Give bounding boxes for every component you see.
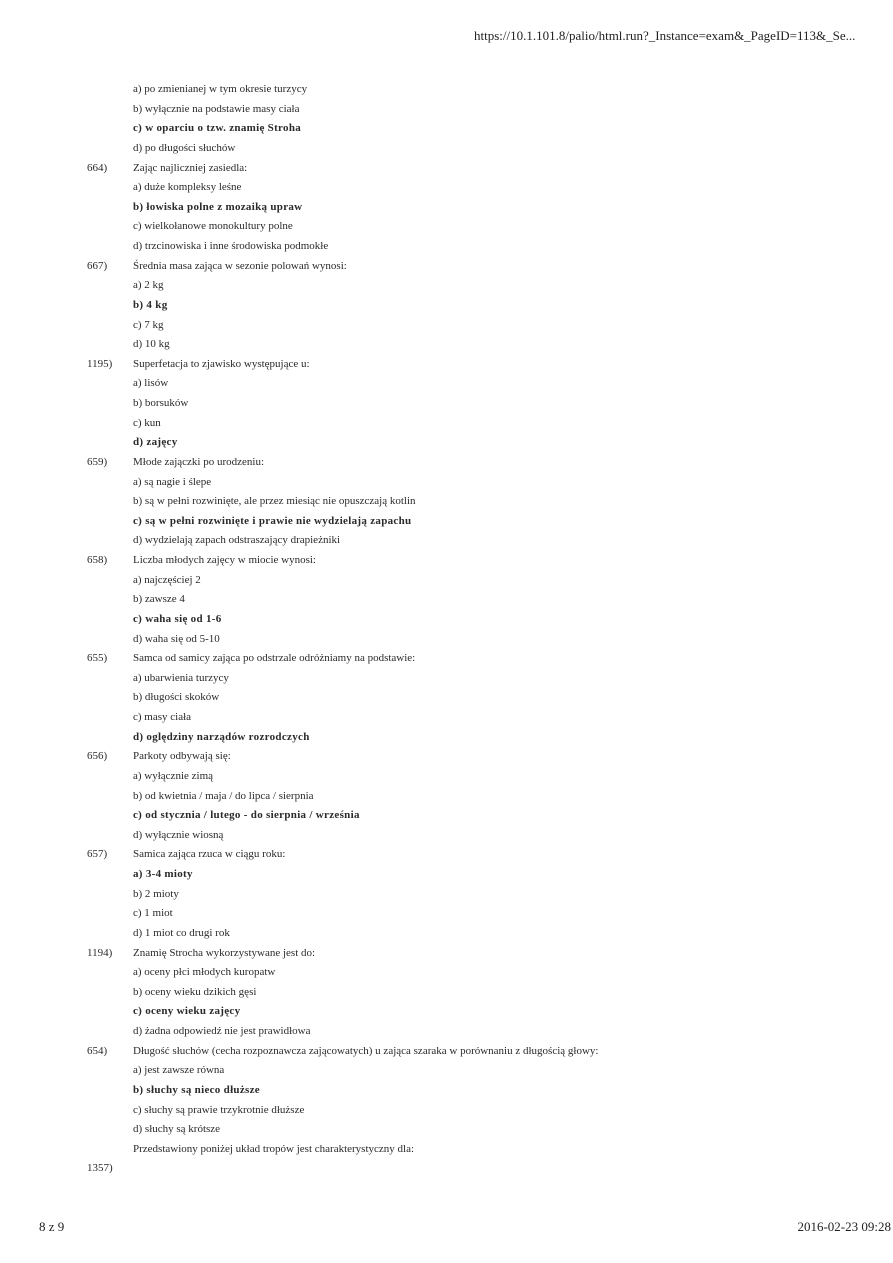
answer-option <box>0 885 893 905</box>
answer-text: d) 10 kg <box>133 338 170 351</box>
answer-option <box>0 178 893 198</box>
question-number: 658) <box>87 554 108 566</box>
answer-option <box>0 630 893 650</box>
answer-text: d) po długości słuchów <box>133 141 236 154</box>
answer-option <box>0 316 893 336</box>
answer-option <box>0 590 893 610</box>
answer-option <box>0 473 893 493</box>
question-text: Superfetacja to zjawisko występujące u: <box>133 357 310 370</box>
question-header <box>0 1140 893 1160</box>
answer-text: b) oceny wieku dzikich gęsi <box>133 985 257 998</box>
question-header <box>0 747 893 767</box>
answer-option <box>0 414 893 434</box>
answer-option-correct <box>0 433 893 453</box>
question-header <box>0 257 893 277</box>
answer-text: d) słuchy są krótsze <box>133 1123 221 1136</box>
answer-option <box>0 669 893 689</box>
answer-option <box>0 904 893 924</box>
question-number: 664) <box>87 161 108 174</box>
answer-text: c) wielkołanowe monokultury polne <box>133 220 293 233</box>
answer-text: c) od stycznia / lutego - do sierpnia / września <box>133 809 360 822</box>
question-number-row <box>0 1159 893 1179</box>
answer-option <box>0 394 893 414</box>
answer-text: d) oględziny narządów rozrodczych <box>133 730 310 743</box>
question-number: 657) <box>87 848 108 861</box>
answer-text: b) od kwietnia / maja / do lipca / sierpnia <box>133 789 314 802</box>
answer-text: c) 1 miot <box>133 907 173 920</box>
answer-option <box>0 276 893 296</box>
answer-option <box>0 924 893 944</box>
question-number: 667) <box>87 259 108 272</box>
answer-text: b) wyłącznie na podstawie masy ciała <box>133 102 300 115</box>
answer-option-correct <box>0 865 893 885</box>
answer-text: a) po zmienianej w tym okresie turzycy <box>133 83 308 95</box>
answer-option-correct <box>0 806 893 826</box>
answer-text: a) jest zawsze równa <box>133 1064 225 1077</box>
answer-text: b) borsuków <box>133 397 189 409</box>
answer-text: d) trzcinowiska i inne środowiska podmokłe <box>133 240 329 252</box>
answer-option <box>0 983 893 1003</box>
answer-option <box>0 374 893 394</box>
question-text: Młode zajączki po urodzeniu: <box>133 455 265 468</box>
question-header <box>0 355 893 375</box>
answer-text: b) słuchy są nieco dłuższe <box>133 1083 260 1096</box>
answer-option <box>0 80 893 100</box>
answer-text: b) łowiska polne z mozaiką upraw <box>133 200 303 213</box>
answer-option-correct <box>0 610 893 630</box>
answer-option <box>0 767 893 787</box>
answer-text: d) waha się od 5-10 <box>133 632 220 645</box>
answer-option <box>0 1061 893 1081</box>
answer-option <box>0 1120 893 1140</box>
answer-text: a) ubarwienia turzycy <box>133 671 229 684</box>
answer-option-correct <box>0 198 893 218</box>
answer-option <box>0 826 893 846</box>
answer-text: c) w oparciu o tzw. znamię Stroha <box>133 122 302 135</box>
question-number: 656) <box>87 750 108 763</box>
question-number: 1357) <box>87 1162 113 1175</box>
answer-text: b) 2 mioty <box>133 887 179 900</box>
question-text: Znamię Strocha wykorzystywane jest do: <box>133 946 316 959</box>
answer-text: c) słuchy są prawie trzykrotnie dłuższe <box>133 1103 305 1116</box>
question-header <box>0 1042 893 1062</box>
answer-text: c) 7 kg <box>133 318 164 331</box>
print-datetime: 2016-02-23 09:28 <box>797 1219 891 1234</box>
answer-text: d) wyłącznie wiosną <box>133 828 224 841</box>
question-text: Przedstawiony poniżej układ tropów jest charakterystyczny dla: <box>133 1142 415 1155</box>
question-text: Długość słuchów (cecha rozpoznawcza zającowatych) u zająca szaraka w porównaniu z długością głowy: <box>133 1044 599 1057</box>
question-header <box>0 551 893 571</box>
answer-option <box>0 787 893 807</box>
question-text: Parkoty odbywają się: <box>133 750 231 763</box>
answer-text: d) żadna odpowiedź nie jest prawidłowa <box>133 1025 311 1037</box>
answer-text: a) 2 kg <box>133 279 164 292</box>
answer-option-correct <box>0 119 893 139</box>
question-text: Zając najliczniej zasiedla: <box>133 161 248 174</box>
answer-option <box>0 963 893 983</box>
answer-text: a) lisów <box>133 377 169 390</box>
question-text: Samica zająca rzuca w ciągu roku: <box>133 848 286 861</box>
answer-text: c) kun <box>133 416 161 429</box>
answer-option <box>0 1101 893 1121</box>
question-number: 655) <box>87 652 108 665</box>
answer-option <box>0 531 893 551</box>
answer-text: a) 3-4 mioty <box>133 868 193 880</box>
answer-text: d) wydzielają zapach odstraszający drapieżniki <box>133 534 341 547</box>
question-text: Samca od samicy zająca po odstrzale odróżniamy na podstawie: <box>133 652 416 665</box>
page-counter: 8 z 9 <box>39 1219 65 1234</box>
answer-text: a) najczęściej 2 <box>133 573 201 586</box>
answer-option <box>0 139 893 159</box>
answer-text: b) są w pełni rozwinięte, ale przez miesiąc nie opuszczają kotlin <box>133 495 416 508</box>
answer-text: b) zawsze 4 <box>133 593 185 606</box>
answer-option-correct <box>0 728 893 748</box>
question-number: 1195) <box>87 357 113 370</box>
answer-option-correct <box>0 512 893 532</box>
question-number: 659) <box>87 455 108 468</box>
answer-text: a) duże kompleksy leśne <box>133 181 242 194</box>
answer-text: a) są nagie i ślepe <box>133 475 212 488</box>
page-url: https://10.1.101.8/palio/html.run?_Instance=exam&_PageID=113&_Se... <box>474 28 856 43</box>
question-text: Średnia masa zająca w sezonie polowań wynosi: <box>133 259 347 272</box>
answer-option <box>0 708 893 728</box>
question-number: 1194) <box>87 946 113 959</box>
answer-option <box>0 571 893 591</box>
answer-text: c) oceny wieku zajęcy <box>133 1005 241 1018</box>
question-text: Liczba młodych zajęcy w miocie wynosi: <box>133 554 316 566</box>
answer-text: c) waha się od 1-6 <box>133 612 222 625</box>
question-header <box>0 159 893 179</box>
answer-text: c) są w pełni rozwinięte i prawie nie wydzielają zapachu <box>133 514 412 527</box>
answer-text: a) wyłącznie zimą <box>133 769 214 782</box>
answer-option <box>0 1022 893 1042</box>
question-header <box>0 453 893 473</box>
answer-option <box>0 492 893 512</box>
answer-text: a) oceny płci młodych kuropatw <box>133 966 276 979</box>
answer-option <box>0 335 893 355</box>
question-header <box>0 649 893 669</box>
answer-option-correct <box>0 1002 893 1022</box>
question-number: 654) <box>87 1044 108 1057</box>
question-list <box>0 80 893 1179</box>
answer-text: d) zajęcy <box>133 436 178 449</box>
question-header <box>0 944 893 964</box>
answer-text: c) masy ciała <box>133 711 192 723</box>
answer-text: d) 1 miot co drugi rok <box>133 926 230 939</box>
answer-option-correct <box>0 296 893 316</box>
question-header <box>0 845 893 865</box>
answer-option <box>0 688 893 708</box>
answer-text: b) długości skoków <box>133 691 220 704</box>
answer-option <box>0 217 893 237</box>
answer-option <box>0 237 893 257</box>
answer-option <box>0 100 893 120</box>
answer-option-correct <box>0 1081 893 1101</box>
answer-text: b) 4 kg <box>133 298 168 311</box>
